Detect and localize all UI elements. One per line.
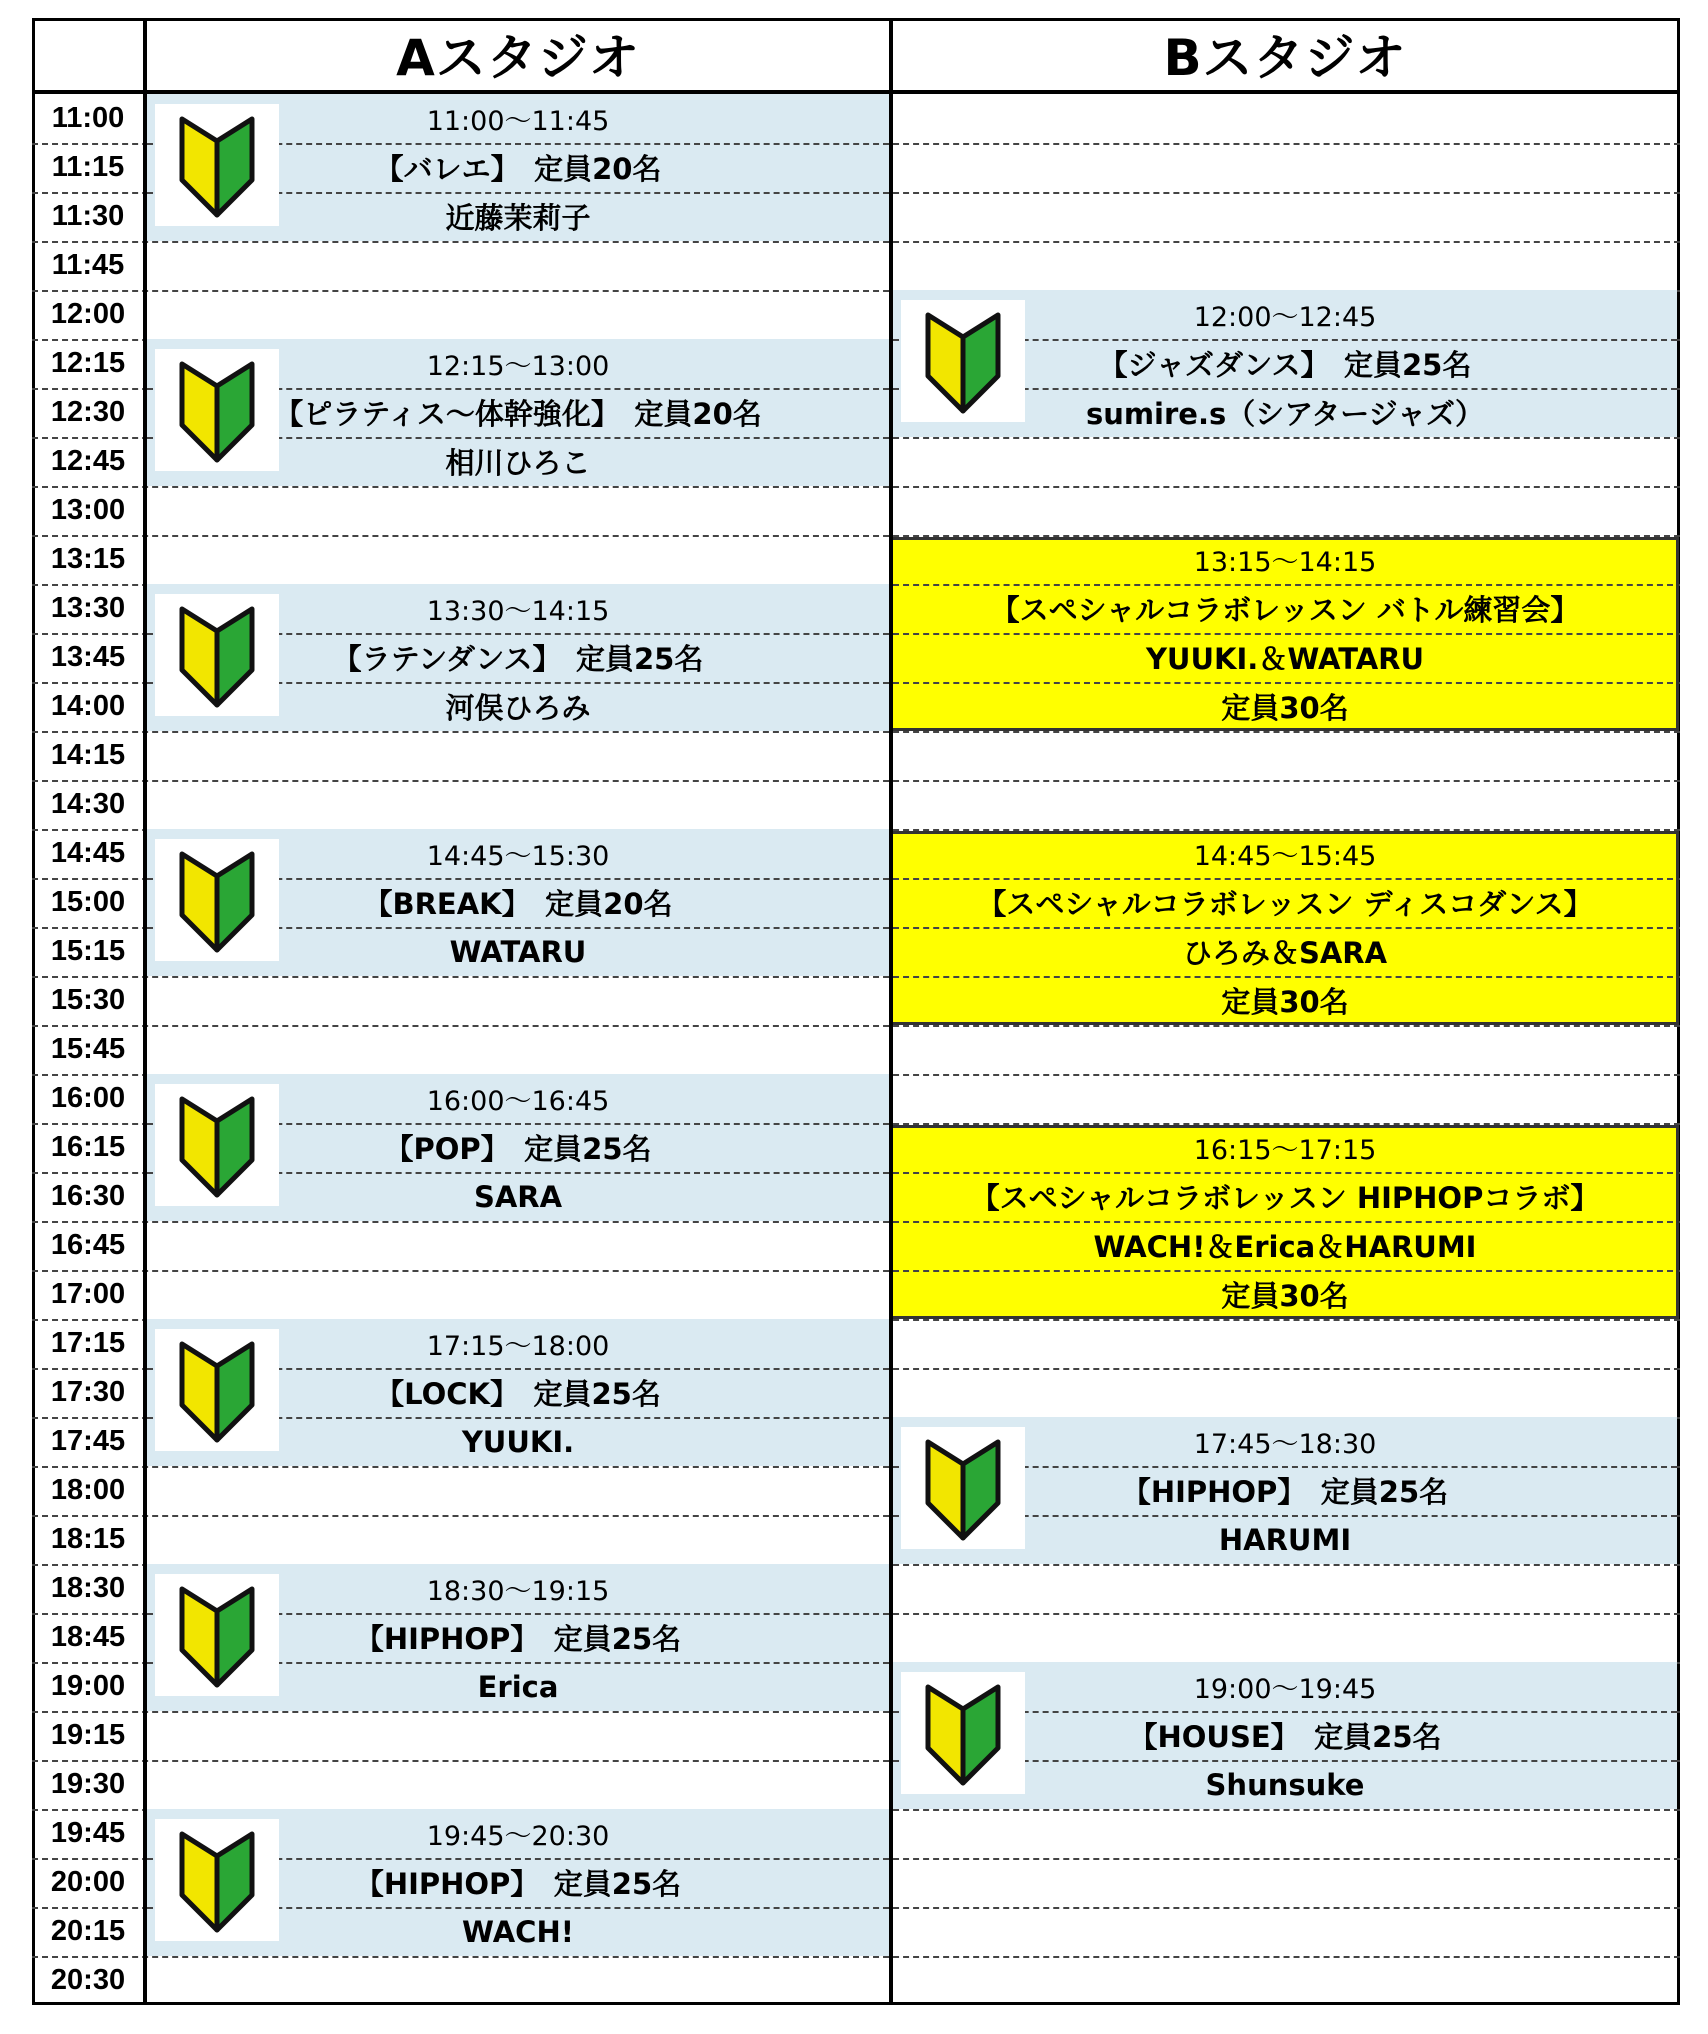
lesson-time: 12:00〜12:45 [1193,302,1377,333]
lesson-instructor: 相川ひろこ [445,446,591,480]
time-label: 12:45 [50,445,126,477]
time-label: 17:15 [50,1327,126,1359]
lesson-instructor: HARUMI [1218,1522,1352,1557]
lesson-instructor: WACH! [462,1914,574,1949]
lesson-time: 17:15〜18:00 [426,1331,610,1362]
time-label: 11:30 [51,200,125,232]
lesson-title: 【バレエ】 定員20名 [374,152,662,186]
special-time: 14:45〜15:45 [1193,841,1377,872]
header-separator [32,90,1680,94]
time-label: 20:15 [50,1915,126,1947]
special-time: 16:15〜17:15 [1193,1135,1377,1166]
lesson-instructor: YUUKI. [461,1424,575,1459]
time-label: 13:30 [50,592,126,624]
lesson-instructor: Erica [477,1669,559,1704]
row-separator [32,241,1680,243]
special-instructor: YUUKI.＆WATARU [1145,642,1425,676]
special-time: 13:15〜14:15 [1193,547,1377,578]
schedule-table [32,18,1680,2005]
lesson-title: 【HOUSE】 定員25名 [1128,1720,1442,1754]
special-title: 【スペシャルコラボレッスン HIPHOPコラボ】 [970,1181,1600,1215]
row-separator [32,1956,1680,1958]
special-capacity: 定員30名 [1221,985,1349,1019]
row-separator [32,1025,1680,1027]
lesson-title: 【HIPHOP】 定員25名 [1121,1475,1449,1509]
studio-b-header: Bスタジオ [1163,29,1407,87]
time-label: 18:00 [50,1474,126,1506]
time-label: 19:15 [50,1719,126,1751]
lesson-title: 【POP】 定員25名 [384,1132,652,1166]
time-label: 16:30 [50,1180,126,1212]
time-label: 19:30 [50,1768,126,1800]
time-label: 13:00 [50,494,126,526]
lesson-title: 【LOCK】 定員25名 [375,1377,661,1411]
lesson-title: 【ピラティス〜体幹強化】 定員20名 [274,397,762,431]
special-capacity: 定員30名 [1221,691,1349,725]
row-separator [32,731,1680,733]
row-separator [32,486,1680,488]
lesson-time: 17:45〜18:30 [1193,1429,1377,1460]
lesson-time: 19:00〜19:45 [1193,1674,1377,1705]
special-capacity: 定員30名 [1221,1279,1349,1313]
time-label: 13:45 [50,641,126,673]
lesson-title: 【ジャズダンス】 定員25名 [1098,348,1472,382]
lesson-time: 14:45〜15:30 [426,841,610,872]
time-label: 15:00 [50,886,126,918]
time-label: 17:30 [50,1376,126,1408]
time-label: 16:45 [50,1229,126,1261]
lesson-instructor: WATARU [449,934,587,969]
time-label: 15:30 [50,984,126,1016]
time-label: 11:00 [51,102,125,134]
time-label: 12:00 [50,298,126,330]
lesson-instructor: SARA [473,1179,563,1214]
special-title: 【スペシャルコラボレッスン ディスコダンス】 [977,887,1593,921]
time-label: 15:15 [50,935,126,967]
lesson-time: 16:00〜16:45 [426,1086,610,1117]
lesson-instructor: 河俣ひろみ [445,691,591,725]
lesson-instructor: Shunsuke [1205,1767,1365,1802]
lesson-title: 【ラテンダンス】 定員25名 [332,642,704,676]
time-label: 19:00 [50,1670,126,1702]
time-label: 12:15 [50,347,126,379]
lesson-instructor: sumire.s（シアタージャズ） [1085,397,1485,431]
lesson-title: 【HIPHOP】 定員25名 [354,1867,682,1901]
time-label: 17:45 [50,1425,126,1457]
special-instructor: WACH!＆Erica＆HARUMI [1093,1230,1477,1264]
time-label: 12:30 [50,396,126,428]
time-label: 17:00 [50,1278,126,1310]
time-column-divider [143,18,147,2005]
time-label: 18:45 [50,1621,126,1653]
time-label: 18:30 [50,1572,126,1604]
time-label: 14:15 [50,739,126,771]
studio-a-header: Aスタジオ [396,29,640,87]
lesson-time: 12:15〜13:00 [426,351,610,382]
time-label: 18:15 [50,1523,126,1555]
special-instructor: ひろみ＆SARA [1182,936,1388,970]
time-label: 11:15 [51,151,125,183]
time-label: 16:15 [50,1131,126,1163]
time-label: 20:00 [50,1866,126,1898]
time-label: 19:45 [50,1817,126,1849]
lesson-time: 18:30〜19:15 [426,1576,610,1607]
special-title: 【スペシャルコラボレッスン バトル練習会】 [990,593,1580,627]
row-separator [32,780,1680,782]
time-label: 14:45 [50,837,126,869]
lesson-instructor: 近藤茉莉子 [445,201,591,235]
studio-divider [889,18,893,2005]
time-label: 11:45 [51,249,125,281]
lesson-time: 19:45〜20:30 [426,1821,610,1852]
time-label: 14:00 [50,690,126,722]
lesson-time: 13:30〜14:15 [426,596,610,627]
lesson-title: 【BREAK】 定員20名 [363,887,673,921]
time-label: 15:45 [50,1033,126,1065]
time-label: 13:15 [50,543,126,575]
time-label: 20:30 [50,1964,126,1996]
time-label: 16:00 [50,1082,126,1114]
lesson-title: 【HIPHOP】 定員25名 [354,1622,682,1656]
time-label: 14:30 [50,788,126,820]
lesson-time: 11:00〜11:45 [426,106,610,137]
